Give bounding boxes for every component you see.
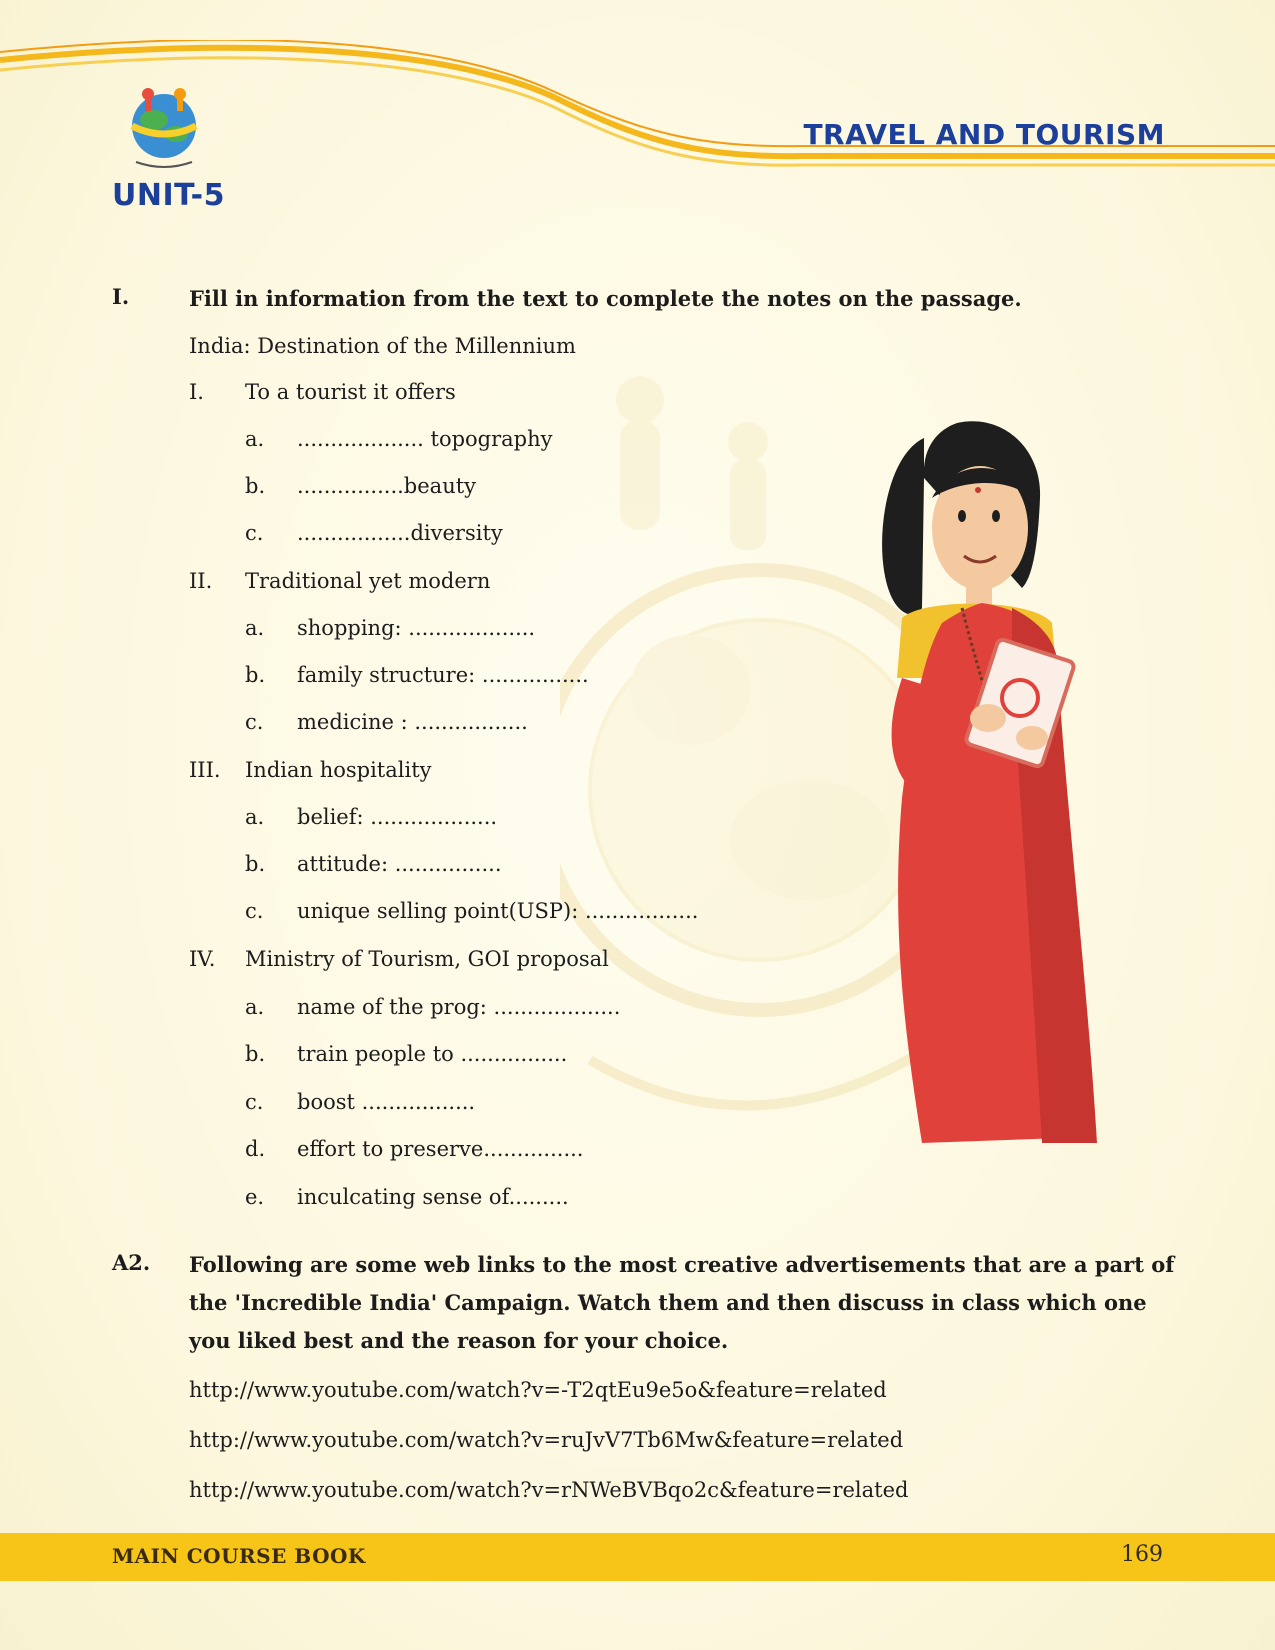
item-text: inculcating sense of......... bbox=[297, 1185, 569, 1209]
question-text: Following are some web links to the most creative advertisements that are a part of the 'Incredible India' Campaign. Watch them and then discuss in class which one you liked best and the reason for your choice. bbox=[189, 1252, 1175, 1353]
heading-text: Traditional yet modern bbox=[245, 569, 491, 593]
passage-title: India: Destination of the Millennium bbox=[189, 334, 576, 358]
item-letter: b. bbox=[245, 474, 266, 498]
item-letter: c. bbox=[245, 710, 264, 734]
book-title: MAIN COURSE BOOK bbox=[112, 1544, 366, 1568]
web-link[interactable]: http://www.youtube.com/watch?v=rNWeBVBqo2c&feature=related bbox=[189, 1478, 909, 1502]
heading-text: Indian hospitality bbox=[245, 758, 432, 782]
item-text: family structure: ................ bbox=[297, 663, 589, 687]
heading-text: Ministry of Tourism, GOI proposal bbox=[245, 947, 609, 971]
item-text: .................diversity bbox=[297, 521, 503, 545]
page-number: 169 bbox=[1121, 1542, 1163, 1567]
heading-numeral: I. bbox=[189, 380, 204, 404]
item-text: attitude: ................ bbox=[297, 852, 502, 876]
item-letter: a. bbox=[245, 427, 265, 451]
question-text: Fill in information from the text to complete the notes on the passage. bbox=[189, 286, 1022, 311]
web-link[interactable]: http://www.youtube.com/watch?v=-T2qtEu9e5o&feature=related bbox=[189, 1378, 887, 1402]
item-letter: c. bbox=[245, 899, 264, 923]
chapter-title: TRAVEL AND TOURISM bbox=[803, 118, 1165, 151]
question-number: A2. bbox=[112, 1250, 151, 1275]
item-letter: b. bbox=[245, 1042, 266, 1066]
cbse-logo bbox=[118, 82, 210, 174]
heading-text: To a tourist it offers bbox=[245, 380, 456, 404]
item-text: belief: ................... bbox=[297, 805, 498, 829]
item-letter: c. bbox=[245, 1090, 264, 1114]
item-text: name of the prog: ................... bbox=[297, 995, 621, 1019]
item-text: ................... topography bbox=[297, 427, 553, 451]
unit-label: UNIT-5 bbox=[112, 178, 226, 213]
item-letter: a. bbox=[245, 805, 265, 829]
heading-numeral: II. bbox=[189, 569, 213, 593]
item-text: ................beauty bbox=[297, 474, 477, 498]
item-letter: b. bbox=[245, 663, 266, 687]
heading-numeral: III. bbox=[189, 758, 221, 782]
web-link[interactable]: http://www.youtube.com/watch?v=ruJvV7Tb6Mw&feature=related bbox=[189, 1428, 904, 1452]
item-letter: c. bbox=[245, 521, 264, 545]
item-letter: d. bbox=[245, 1137, 266, 1161]
item-letter: b. bbox=[245, 852, 266, 876]
heading-numeral: IV. bbox=[189, 947, 216, 971]
item-letter: a. bbox=[245, 616, 265, 640]
question-number: I. bbox=[112, 284, 130, 309]
item-text: unique selling point(USP): ................. bbox=[297, 899, 699, 923]
item-text: medicine : ................. bbox=[297, 710, 528, 734]
item-letter: a. bbox=[245, 995, 265, 1019]
item-text: boost ................. bbox=[297, 1090, 476, 1114]
item-letter: e. bbox=[245, 1185, 265, 1209]
item-text: effort to preserve............... bbox=[297, 1137, 584, 1161]
item-text: train people to ................ bbox=[297, 1042, 568, 1066]
woman-in-saree-illustration bbox=[862, 418, 1102, 1163]
footer-bar bbox=[0, 1533, 1275, 1581]
item-text: shopping: ................... bbox=[297, 616, 536, 640]
